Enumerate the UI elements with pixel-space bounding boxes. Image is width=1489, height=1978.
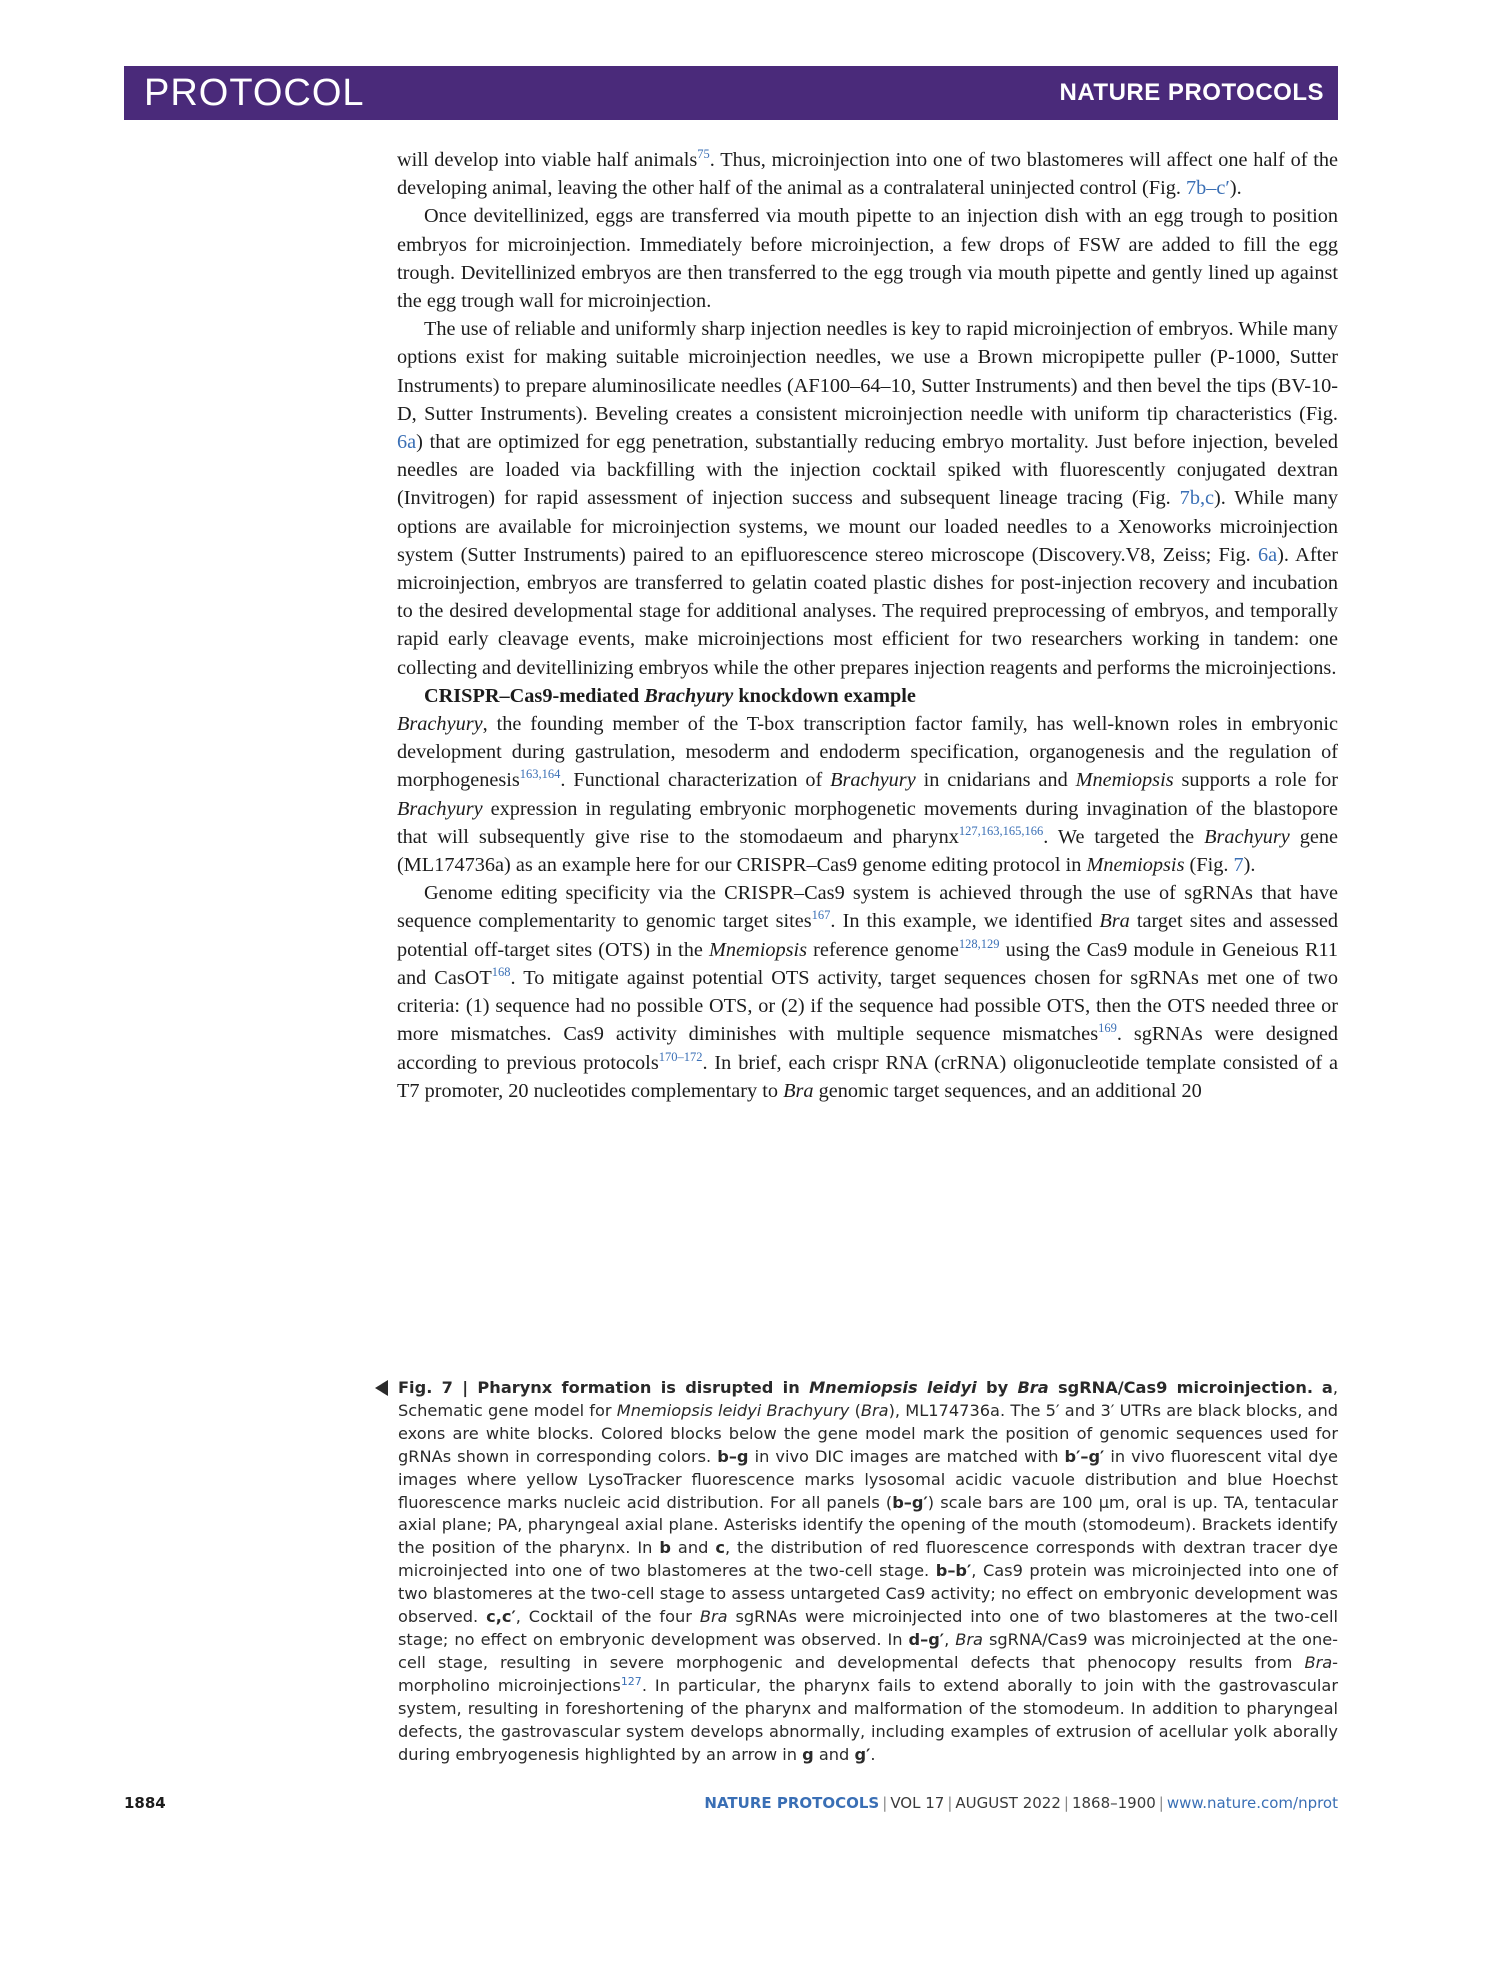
section-heading: CRISPR–Cas9-mediated Brachyury knockdown example bbox=[424, 684, 916, 707]
footer-pages: 1868–1900 bbox=[1071, 1794, 1156, 1812]
left-pointer-icon bbox=[375, 1380, 388, 1396]
figure-link[interactable]: 7b,c bbox=[1179, 487, 1215, 510]
footer-volume: VOL 17 bbox=[890, 1794, 945, 1812]
footer-citation: NATURE PROTOCOLS | VOL 17 | AUGUST 2022 | 1868–1900 | www.nature.com/nprot bbox=[704, 1794, 1338, 1812]
figure-link[interactable]: 6a bbox=[397, 431, 417, 454]
citation-link[interactable]: 128,129 bbox=[958, 936, 1000, 951]
footer-date: AUGUST 2022 bbox=[955, 1794, 1061, 1812]
citation-link[interactable]: 170–172 bbox=[658, 1049, 703, 1064]
caption-text: Fig. 7 | Pharynx formation is disrupted in Mnemiopsis leidyi by Bra sgRNA/Cas9 microinjection. a, Schematic gene model for Mnemiopsis leidyi Brachyury (Bra), ML174736a. The 5′ and 3′ UTRs are black blocks, and exons are white blocks. Colored blocks below the gene model mark the position of genomic sequences used for gRNAs shown in corresponding colors. b–g in vivo DIC images are matched with b′–g′ in vivo fluorescent vital dye images where yellow LysoTracker fluorescence marks lysosomal acidic vacuole distribution and blue Hoechst fluorescence marks nucleic acid distribution. For all panels (b–g′) scale bars are 100 µm, oral is up. TA, tentacular axial plane; PA, pharyngeal axial plane. Asterisks identify the opening of the mouth (stomodeum). Brackets identify the position of the pharynx. In b and c, the distribution of red fluorescence corresponds with dextran tracer dye microinjected into one of two blastomeres at the two-cell stage. b–b′, Cas9 protein was microinjected into one of two blastomeres at the two-cell stage to assess untargeted Cas9 activity; no effect on embryonic development was observed. c,c′, Cocktail of the four Bra sgRNAs were microinjected into one of two blastomeres at the two-cell stage; no effect on embryonic development was observed. In d–g′, Bra sgRNA/Cas9 was microinjected at the one-cell stage, resulting in severe morphogenic and developmental defects that phenocopy results from Bra-morpholino microinjections$^{127}$. In particular, the pharynx fails to extend aborally to join with the gastrovascular system, resulting in foreshortening of the pharynx and malformation of the stomodeum. In addition to pharyngeal defects, the gastrovascular system develops abnormally, including examples of extrusion of acellular yolk aborally during embryogenesis highlighted by an arrow in g and g′. bbox=[398, 1378, 1339, 1764]
paragraph-3: The use of reliable and uniformly sharp injection needles is key to rapid microinjection of embryos. While many options exist for making suitable microinjection needles, we use a Brown micropipette puller (P-1000, Sutter Instruments) to prepare aluminosilicate needles (AF100–64–10, Sutter Instruments) and then bevel the tips (BV-10-D, Sutter Instruments). Beveling creates a consistent microinjection needle with uniform tip characteristics (Fig. 6a) that are optimized for egg penetration, substantially reducing embryo mortality. Just before injection, beveled needles are loaded via backfilling with the injection cocktail spiked with fluorescently conjugated dextran (Invitrogen) for rapid assessment of injection success and subsequent lineage tracing (Fig. 7b,c). While many options are available for microinjection systems, we mount our loaded needles to a Xenoworks microinjection system (Sutter Instruments) paired to an epifluorescence stereo microscope (Discovery.V8, Zeiss; Fig. 6a). After microinjection, embryos are transferred to gelatin coated plastic dishes for post-injection recovery and incubation to the desired developmental stage for additional analyses. The required preprocessing of embryos, and temporally rapid early cleavage events, make microinjections most efficient for two researchers working in tandem: one collecting and devitellinizing embryos while the other prepares injection reagents and performs the microinjections. bbox=[397, 318, 1338, 679]
figure-link[interactable]: 6a bbox=[1258, 543, 1278, 566]
paragraph-1: will develop into viable half animals$^{75}$. Thus, microinjection into one of two blastomeres will affect one half of the developing animal, leaving the other half of the animal as a contralateral uninjected control (Fig. 7b–c′). bbox=[397, 147, 1338, 200]
citation-link[interactable]: 127,163,165,166 bbox=[958, 823, 1044, 838]
header-bar bbox=[124, 66, 1338, 120]
figure-link[interactable]: 7b–c′ bbox=[1186, 177, 1230, 200]
paragraph-2: Once devitellinized, eggs are transferred via mouth pipette to an injection dish with an egg trough to position embryos for microinjection. Immediately before microinjection, a few drops of FSW are added to fill the egg trough. Devitellinized embryos are then transferred to the egg trough via mouth pipette and gently lined up against the egg trough wall for microinjection. bbox=[397, 205, 1338, 313]
paragraph-5: Genome editing specificity via the CRISPR–Cas9 system is achieved through the use of sgRNAs that have sequence complementarity to genomic target sites$^{167}$. In this example, we identified Bra target sites and assessed potential off-target sites (OTS) in the Mnemiopsis reference genome$^{128,129}$ using the Cas9 module in Geneious R11 and CasOT$^{168}$. To mitigate against potential OTS activity, target sequences chosen for sgRNAs met one of two criteria: (1) sequence had no possible OTS, or (2) if the sequence had possible OTS, then the OTS needed three or more mismatches. Cas9 activity diminishes with multiple sequence mismatches$^{169}$. sgRNAs were designed according to previous protocols$^{170-172}$. In brief, each crispr RNA (crRNA) oligonucleotide template consisted of a T7 promoter, 20 nucleotides complementary to Bra genomic target sequences, and an additional 20 bbox=[397, 882, 1339, 1102]
citation-link[interactable]: 163,164 bbox=[519, 767, 561, 782]
figure-caption bbox=[379, 1377, 1338, 1766]
paragraph-4: Brachyury, the founding member of the T-box transcription factor family, has well-known roles in embryonic development during gastrulation, mesoderm and endoderm specification, organogenesis and the regulation of morphogenesis$^{163,164}$. Functional characterization of Brachyury in cnidarians and Mnemiopsis supports a role for Brachyury expression in regulating embryonic morphogenetic movements during invagination of the blastopore that will subsequently give rise to the stomodaeum and pharynx$^{127,163,165,166}$. We targeted the Brachyury gene (ML174736a) as an example here for our CRISPR–Cas9 genome editing protocol in Mnemiopsis (Fig. 7). bbox=[397, 713, 1339, 877]
section-label: PROTOCOL bbox=[144, 72, 365, 114]
citation-link[interactable]: 168 bbox=[491, 964, 511, 979]
page-number: 1884 bbox=[124, 1794, 166, 1812]
citation-link[interactable]: 75 bbox=[697, 147, 710, 161]
main-body bbox=[397, 146, 1338, 1105]
footer-journal-name: NATURE PROTOCOLS bbox=[704, 1794, 880, 1812]
citation-link[interactable]: 167 bbox=[811, 908, 831, 923]
journal-url-link[interactable]: www.nature.com/nprot bbox=[1166, 1794, 1338, 1812]
citation-link[interactable]: 127 bbox=[620, 1674, 642, 1688]
citation-link[interactable]: 169 bbox=[1098, 1021, 1117, 1036]
journal-name: NATURE PROTOCOLS bbox=[1059, 79, 1324, 106]
figure-link[interactable]: 7 bbox=[1233, 854, 1244, 877]
